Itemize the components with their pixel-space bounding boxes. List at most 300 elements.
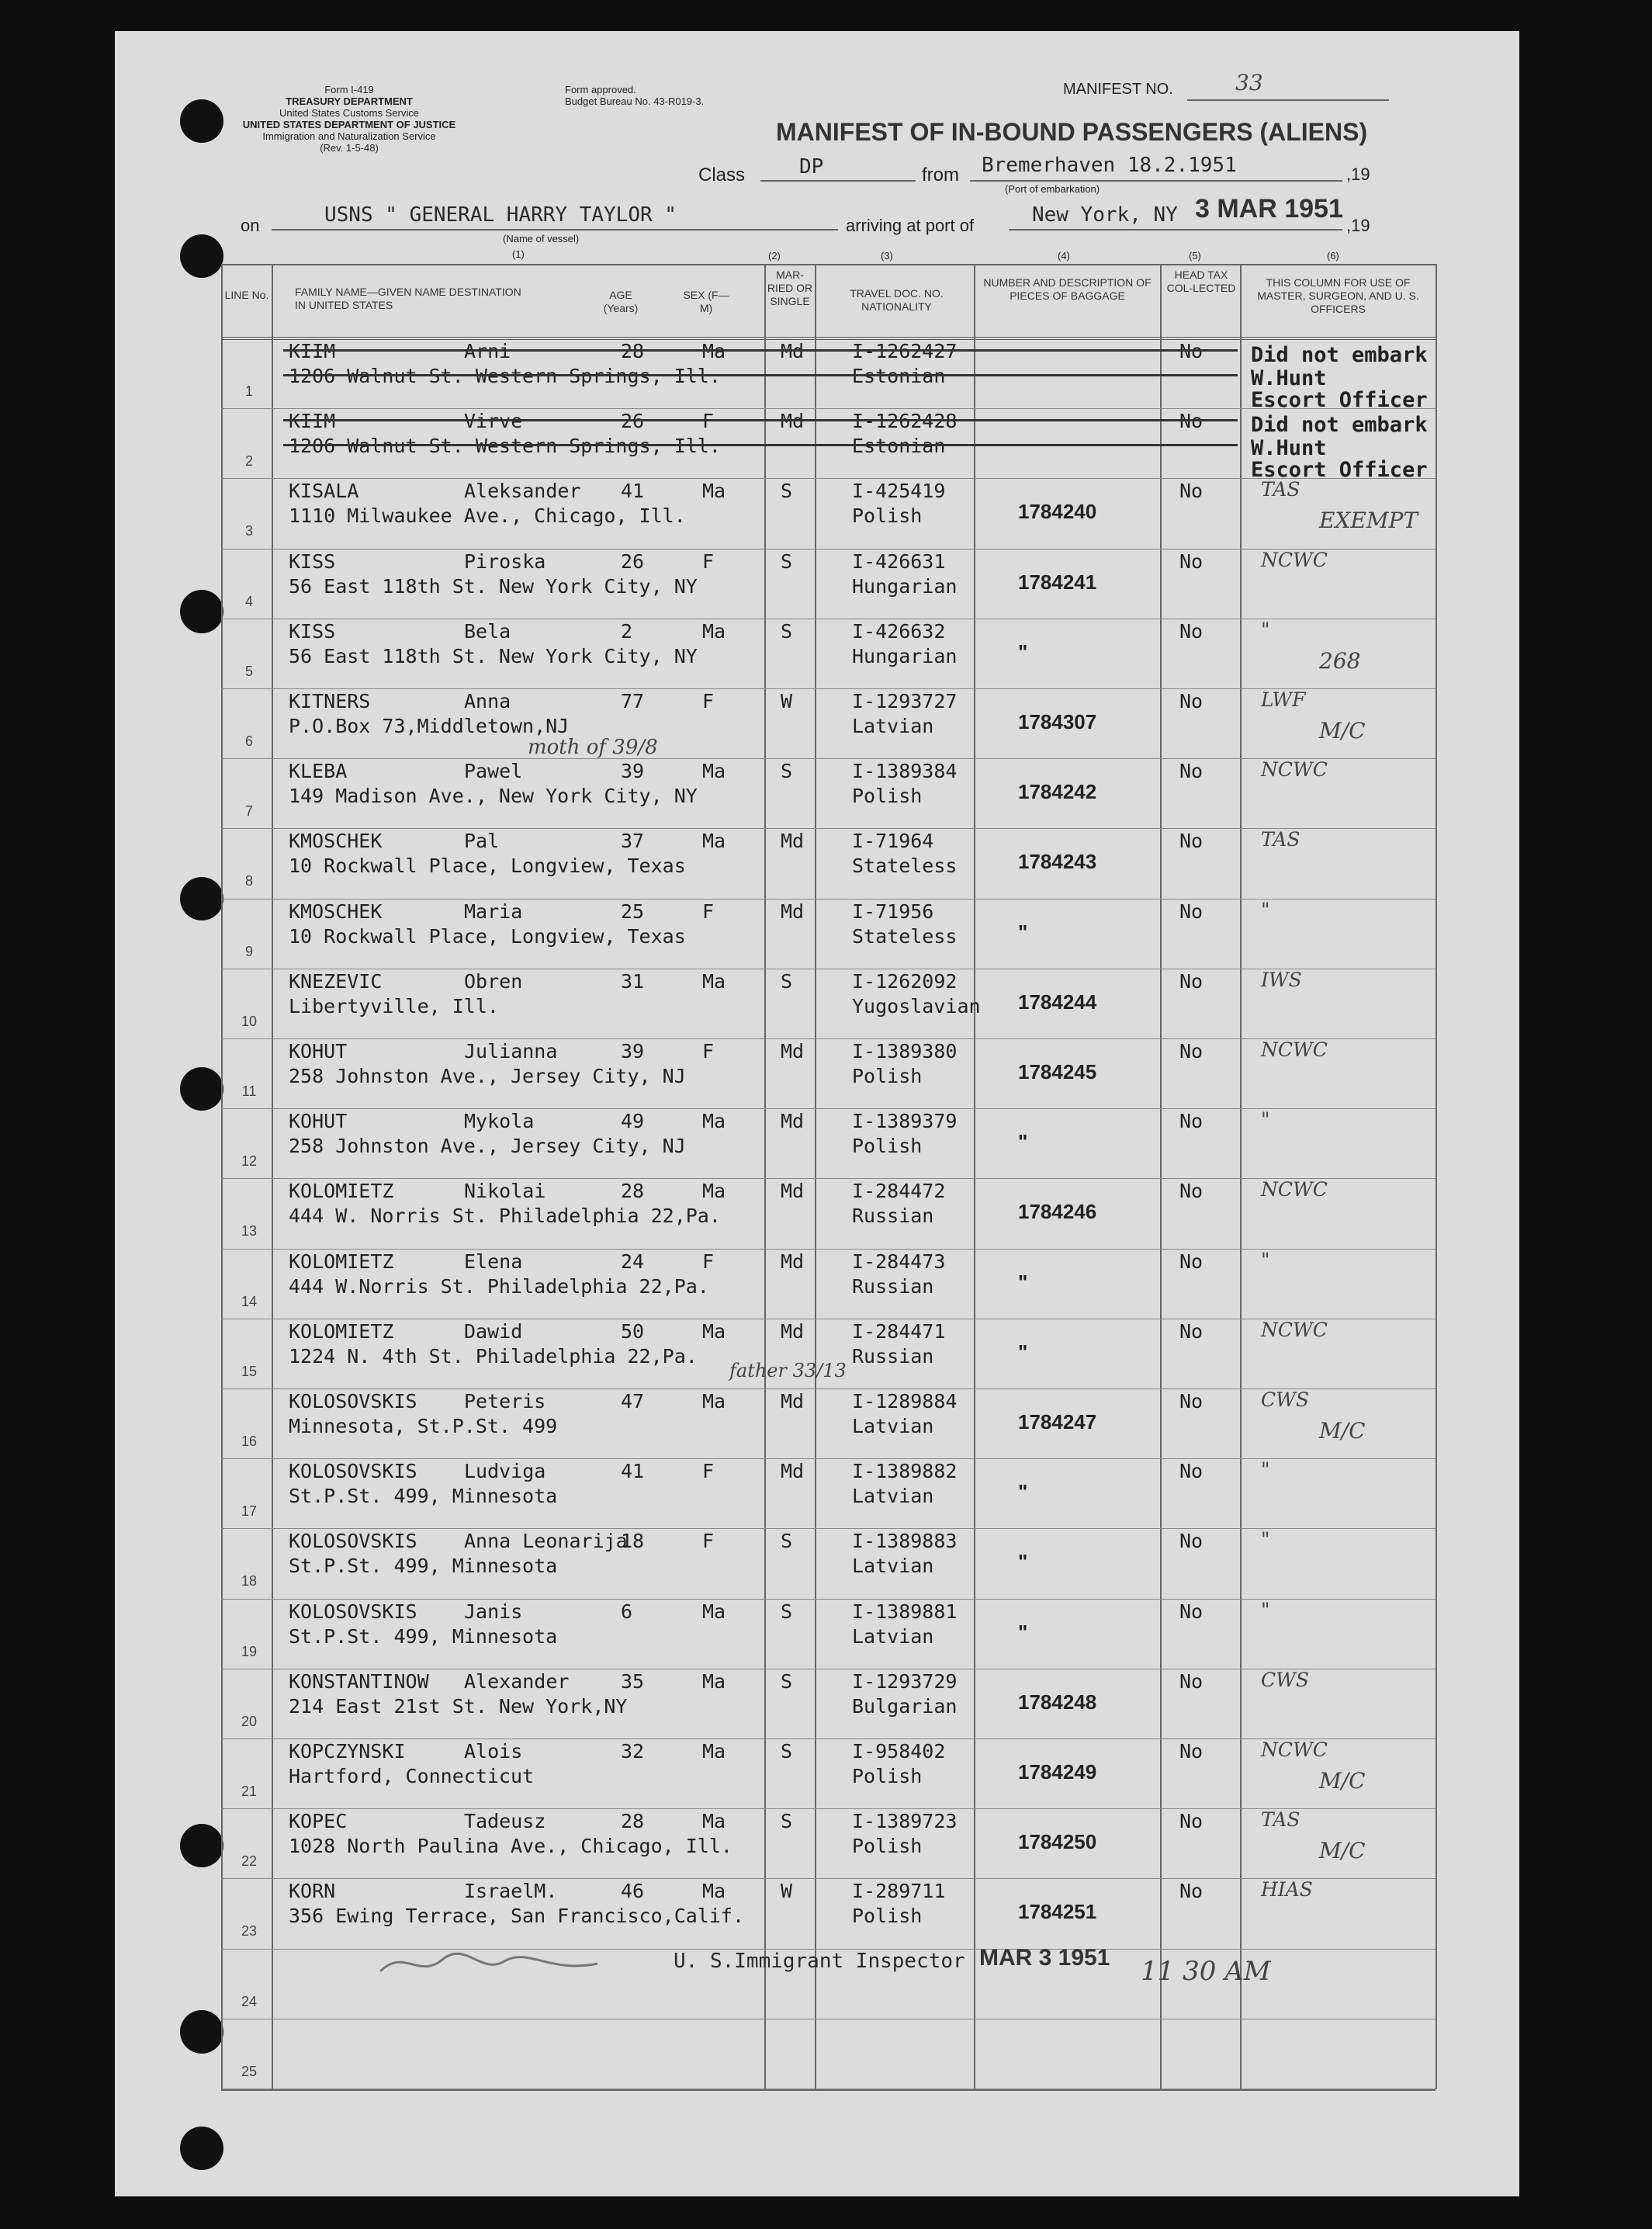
passenger-age: 50	[621, 1319, 645, 1343]
col-header-officers: THIS COLUMN FOR USE OF MASTER, SURGEON, AND U. S. OFFICERS	[1257, 276, 1419, 315]
baggage-number: 1784243	[1018, 850, 1097, 874]
passenger-age: 41	[621, 480, 645, 503]
passenger-marital: S	[781, 1669, 793, 1693]
officer-note: "	[1261, 898, 1270, 921]
line-number: 2	[244, 453, 253, 470]
passenger-marital: Md	[781, 830, 805, 853]
passenger-sex: F	[702, 690, 715, 712]
passenger-sex: Ma	[702, 1740, 726, 1763]
passenger-age: 46	[621, 1880, 645, 1903]
passenger-surname: KISALA	[289, 480, 359, 503]
form-approved: Form approved.	[565, 84, 636, 95]
passenger-marital: S	[781, 1740, 793, 1763]
passenger-surname: KMOSCHEK	[289, 900, 383, 923]
passenger-marital: Md	[781, 1110, 805, 1133]
officer-note-escort: W.Hunt	[1251, 436, 1327, 461]
manifest-no-label: MANIFEST NO.	[1063, 81, 1173, 98]
line-number: 23	[241, 1923, 258, 1940]
officer-note: Did not embark	[1251, 343, 1428, 367]
col-header-line: LINE No.	[224, 289, 269, 301]
officer-note: IWS	[1261, 968, 1302, 991]
row-rule	[221, 1038, 1436, 1039]
inspection-time: 11 30 AM	[1141, 1956, 1271, 1987]
passenger-address: 214 East 21st St. New York,NY	[289, 1694, 628, 1718]
baggage-number: "	[1018, 1340, 1028, 1364]
passenger-age: 18	[621, 1530, 645, 1553]
travel-doc-number: I-1262428	[852, 410, 958, 433]
passenger-given-name: Pawel	[464, 760, 523, 783]
manifest-no-value: 33	[1235, 70, 1263, 95]
binder-hole	[180, 1824, 223, 1867]
passenger-given-name: Ludviga	[464, 1460, 546, 1483]
line-number: 25	[241, 2063, 258, 2079]
vessel-name: USNS " GENERAL HARRY TAYLOR "	[324, 203, 677, 227]
officer-note-secondary: EXEMPT	[1319, 508, 1418, 534]
line-number: 7	[244, 803, 253, 820]
table-top-rule	[221, 264, 1436, 265]
line-number: 16	[241, 1433, 258, 1449]
passenger-sex: F	[702, 900, 715, 923]
passenger-nationality: Russian	[852, 1274, 934, 1298]
officer-note: Did not embark	[1251, 413, 1428, 438]
head-tax: No	[1179, 690, 1204, 712]
passenger-age: 28	[621, 1810, 645, 1833]
manifest-no-rule	[1187, 99, 1389, 101]
passenger-sex: F	[702, 410, 715, 433]
passenger-age: 26	[621, 410, 645, 433]
baggage-number: 1784247	[1018, 1410, 1097, 1433]
passenger-given-name: Mykola	[464, 1110, 535, 1133]
table-header-rule	[221, 337, 1436, 340]
baggage-number: "	[1018, 1130, 1028, 1154]
passenger-marital: S	[781, 1810, 793, 1833]
line-number: 10	[241, 1013, 258, 1029]
passenger-given-name: Alexander	[464, 1669, 570, 1693]
travel-doc-number: I-1289884	[852, 1390, 958, 1413]
passenger-address: 1028 North Paulina Ave., Chicago, Ill.	[289, 1835, 732, 1858]
passenger-address: 1110 Milwaukee Ave., Chicago, Ill.	[289, 504, 686, 528]
passenger-sex: Ma	[702, 830, 726, 853]
passenger-surname: KOHUT	[289, 1040, 348, 1063]
head-tax: No	[1179, 1810, 1204, 1833]
travel-doc-number: I-289711	[852, 1880, 946, 1903]
form-revision: (Rev. 1-5-48)	[320, 142, 379, 154]
col-rule-tax	[1240, 264, 1242, 2089]
baggage-number: 1784244	[1018, 990, 1097, 1014]
passenger-sex: Ma	[702, 1390, 726, 1413]
passenger-age: 39	[621, 760, 645, 783]
passenger-sex: Ma	[702, 1669, 726, 1693]
passenger-surname: KNEZEVIC	[289, 969, 383, 993]
passenger-nationality: Polish	[852, 1765, 923, 1787]
passenger-nationality: Yugoslavian	[852, 994, 981, 1017]
line-number: 19	[241, 1643, 258, 1659]
col-num-married: (2)	[768, 250, 781, 262]
passenger-surname: KOLOMIETZ	[289, 1319, 394, 1343]
passenger-given-name: Arni	[464, 340, 511, 362]
passenger-address: 56 East 118th St. New York City, NY	[289, 644, 698, 667]
head-tax: No	[1179, 1319, 1204, 1343]
officer-note: NCWC	[1261, 1178, 1328, 1201]
col-rule-married	[815, 264, 816, 2089]
passenger-surname: KOLOSOVSKIS	[289, 1390, 417, 1413]
row-rule	[221, 1808, 1436, 1809]
passenger-surname: KOLOMIETZ	[289, 1250, 394, 1273]
baggage-number: 1784251	[1018, 1900, 1097, 1924]
travel-doc-number: I-1262427	[852, 340, 958, 362]
col-header-travel: TRAVEL DOC. NO. NATIONALITY	[850, 287, 944, 313]
passenger-sex: Ma	[702, 1319, 726, 1343]
passenger-age: 28	[621, 340, 645, 362]
passenger-address: 356 Ewing Terrace, San Francisco,Calif.	[289, 1905, 744, 1928]
line-number: 6	[244, 733, 253, 749]
officer-note: LWF	[1261, 688, 1306, 711]
officer-note: "	[1261, 618, 1270, 641]
passenger-sex: Ma	[702, 1600, 726, 1623]
head-tax: No	[1179, 1880, 1204, 1903]
officer-note-secondary: M/C	[1319, 1768, 1366, 1794]
officer-note: TAS	[1261, 828, 1300, 851]
binder-hole	[180, 1067, 223, 1111]
passenger-age: 39	[621, 1040, 645, 1063]
passenger-surname: KORN	[289, 1880, 336, 1903]
passenger-sex: Ma	[702, 340, 726, 362]
baggage-number: "	[1018, 640, 1028, 664]
passenger-surname: KOLOSOVSKIS	[289, 1600, 417, 1623]
line-number: 13	[241, 1223, 258, 1239]
passenger-address: 10 Rockwall Place, Longview, Texas	[289, 924, 686, 948]
travel-doc-number: I-284472	[852, 1180, 946, 1203]
binder-hole	[180, 99, 223, 143]
travel-doc-number: I-426632	[852, 619, 946, 643]
officer-note: NCWC	[1261, 758, 1328, 782]
passenger-given-name: Anna Leonarija	[464, 1530, 628, 1553]
officer-note: "	[1261, 1598, 1270, 1621]
travel-doc-number: I-1262092	[852, 969, 958, 993]
passenger-given-name: Julianna	[464, 1040, 558, 1063]
col-header-baggage: NUMBER AND DESCRIPTION OF PIECES OF BAGGAGE	[983, 276, 1152, 302]
binder-hole	[180, 234, 223, 278]
vessel-caption: (Name of vessel)	[503, 233, 580, 244]
passenger-address: 258 Johnston Ave., Jersey City, NJ	[289, 1065, 686, 1087]
officer-note-escort-title: Escort Officer	[1251, 458, 1428, 483]
passenger-nationality: Stateless	[852, 855, 958, 878]
passenger-sex: Ma	[702, 1110, 726, 1133]
passenger-marital: Md	[781, 410, 805, 433]
passenger-surname: KOLOMIETZ	[289, 1180, 394, 1203]
baggage-number: 1784242	[1018, 780, 1097, 804]
baggage-number: 1784241	[1018, 570, 1097, 594]
travel-doc-number: I-284471	[852, 1319, 946, 1343]
passenger-surname: KMOSCHEK	[289, 830, 383, 853]
treasury-dept: TREASURY DEPARTMENT	[286, 95, 413, 107]
officer-note: NCWC	[1261, 1738, 1328, 1761]
baggage-number: 1784240	[1018, 500, 1097, 524]
passenger-nationality: Hungarian	[852, 644, 958, 667]
row-rule	[221, 1528, 1436, 1529]
officer-note-secondary: M/C	[1319, 718, 1366, 744]
strikethrough-line	[283, 349, 1238, 352]
kitners-margin-note: moth of 39/8	[528, 736, 658, 759]
passenger-nationality: Bulgarian	[852, 1694, 958, 1718]
passenger-address: 444 W.Norris St. Philadelphia 22,Pa.	[289, 1274, 709, 1298]
passenger-age: 26	[621, 549, 645, 573]
baggage-number: 1784245	[1018, 1060, 1097, 1083]
row-rule	[221, 1388, 1436, 1389]
passenger-surname: KIIM	[289, 410, 336, 433]
passenger-nationality: Stateless	[852, 924, 958, 948]
arriving-label: arriving at port of	[846, 216, 975, 235]
head-tax: No	[1179, 1669, 1204, 1693]
passenger-nationality: Latvian	[852, 1485, 934, 1508]
row-rule	[221, 1249, 1436, 1250]
line-number: 9	[244, 943, 253, 959]
passenger-nationality: Polish	[852, 1135, 923, 1158]
passenger-sex: Ma	[702, 760, 726, 783]
head-tax: No	[1179, 1740, 1204, 1763]
passenger-marital: Md	[781, 900, 805, 923]
passenger-address: 444 W. Norris St. Philadelphia 22,Pa.	[289, 1205, 721, 1228]
passenger-nationality: Estonian	[852, 365, 946, 387]
passenger-nationality: Polish	[852, 1065, 923, 1087]
row-rule	[221, 1599, 1436, 1600]
line-number: 5	[244, 663, 253, 679]
passenger-age: 24	[621, 1250, 645, 1273]
baggage-number: "	[1018, 1270, 1028, 1294]
form-left-block	[225, 84, 473, 154]
passenger-marital: W	[781, 690, 793, 712]
col-num-travel: (3)	[881, 250, 893, 262]
passenger-address: 56 East 118th St. New York City, NY	[289, 574, 698, 598]
baggage-number: 1784249	[1018, 1760, 1097, 1784]
passenger-age: 31	[621, 969, 645, 993]
head-tax: No	[1179, 830, 1204, 853]
signature-scribble	[372, 1944, 605, 1983]
passenger-given-name: Bela	[464, 619, 511, 643]
line-number: 18	[241, 1573, 258, 1589]
line-number: 24	[241, 1993, 258, 2009]
line-number: 3	[244, 523, 253, 539]
officer-note: "	[1261, 1248, 1270, 1271]
strikethrough-line	[283, 444, 1238, 446]
passenger-marital: S	[781, 1530, 793, 1553]
officer-note: CWS	[1261, 1668, 1309, 1691]
passenger-address: Hartford, Connecticut	[289, 1765, 535, 1787]
inspector-label: U. S.Immigrant Inspector	[674, 1950, 965, 1973]
passenger-age: 41	[621, 1460, 645, 1483]
officer-note-escort: W.Hunt	[1251, 366, 1327, 390]
passenger-given-name: Aleksander	[464, 480, 581, 503]
arrival-port: New York, NY	[1032, 203, 1178, 227]
col-num-baggage: (4)	[1058, 250, 1070, 262]
head-tax: No	[1179, 1250, 1204, 1273]
passenger-given-name: IsraelM.	[464, 1880, 558, 1903]
officer-note: TAS	[1261, 1808, 1300, 1832]
line-number: 4	[244, 593, 253, 609]
head-tax: No	[1179, 549, 1204, 573]
customs-service: United States Customs Service	[279, 107, 419, 119]
passenger-surname: KOHUT	[289, 1110, 348, 1133]
passenger-nationality: Polish	[852, 504, 923, 528]
head-tax: No	[1179, 900, 1204, 923]
arrival-rule	[1009, 229, 1342, 231]
travel-doc-number: I-1389881	[852, 1600, 958, 1623]
passenger-marital: S	[781, 619, 793, 643]
passenger-address: St.P.St. 499, Minnesota	[289, 1555, 558, 1578]
passenger-age: 6	[621, 1600, 633, 1623]
passenger-age: 25	[621, 900, 645, 923]
passenger-given-name: Alois	[464, 1740, 523, 1763]
passenger-age: 49	[621, 1110, 645, 1133]
officer-note: NCWC	[1261, 1038, 1328, 1061]
head-tax: No	[1179, 410, 1204, 433]
passenger-age: 35	[621, 1669, 645, 1693]
binder-hole	[180, 2010, 223, 2054]
passenger-age: 28	[621, 1180, 645, 1203]
passenger-given-name: Dawid	[464, 1319, 523, 1343]
inspector-signature	[372, 1944, 605, 1990]
travel-doc-number: I-284473	[852, 1250, 946, 1273]
travel-doc-number: I-71964	[852, 830, 934, 853]
officer-note: NCWC	[1261, 548, 1328, 571]
passenger-marital: S	[781, 480, 793, 503]
officer-note: TAS	[1261, 478, 1300, 501]
passenger-marital: S	[781, 969, 793, 993]
officer-note-escort-title: Escort Officer	[1251, 388, 1428, 412]
col-rule-baggage	[1160, 264, 1162, 2089]
officer-note: HIAS	[1261, 1878, 1313, 1901]
row-rule	[221, 1108, 1436, 1109]
from-rule	[970, 180, 1342, 182]
table-right-rule	[1436, 264, 1437, 2089]
officer-note: NCWC	[1261, 1318, 1328, 1341]
travel-doc-number: I-1389883	[852, 1530, 958, 1553]
passenger-sex: Ma	[702, 969, 726, 993]
row-rule	[221, 828, 1436, 829]
passenger-sex: F	[702, 1040, 715, 1063]
col-num-officers: (6)	[1327, 250, 1339, 262]
passenger-surname: KOLOSOVSKIS	[289, 1460, 417, 1483]
passenger-sex: F	[702, 1250, 715, 1273]
passenger-sex: Ma	[702, 480, 726, 503]
passenger-age: 2	[621, 619, 633, 643]
col-header-tax: HEAD TAX COL-LECTED	[1166, 269, 1236, 294]
passenger-surname: KISS	[289, 619, 336, 643]
passenger-nationality: Polish	[852, 1905, 923, 1928]
arrival-date-stamp: 3 MAR 1951	[1195, 194, 1343, 224]
passenger-surname: KISS	[289, 549, 336, 573]
passenger-address: Libertyville, Ill.	[289, 994, 499, 1017]
row-rule	[221, 899, 1436, 900]
passenger-nationality: Latvian	[852, 1415, 934, 1437]
strikethrough-line	[283, 374, 1238, 376]
col-rule-name	[764, 264, 766, 2089]
passenger-given-name: Pal	[464, 830, 500, 853]
passenger-sex: Ma	[702, 1180, 726, 1203]
form-number: Form I-419	[324, 84, 374, 95]
on-label: on	[241, 216, 260, 235]
row-rule	[221, 1878, 1436, 1879]
col-header-age: AGE (Years)	[603, 289, 639, 314]
travel-doc-number: I-1389882	[852, 1460, 958, 1483]
head-tax: No	[1179, 1600, 1204, 1623]
passenger-given-name: Obren	[464, 969, 523, 993]
col-rule-line	[272, 264, 273, 2089]
travel-doc-number: I-426631	[852, 549, 946, 573]
passenger-marital: Md	[781, 1319, 805, 1343]
class-label: Class	[698, 165, 746, 185]
passenger-address: 1224 N. 4th St. Philadelphia 22,Pa.	[289, 1344, 698, 1368]
passenger-nationality: Polish	[852, 1835, 923, 1858]
passenger-surname: KONSTANTINOW	[289, 1669, 429, 1693]
line-number: 12	[241, 1153, 258, 1170]
col-header-sex: SEX (F—M)	[683, 289, 729, 314]
baggage-number: "	[1018, 920, 1028, 944]
passenger-given-name: Piroska	[464, 549, 546, 573]
form-approved-block	[565, 84, 704, 107]
manifest-title: MANIFEST OF IN-BOUND PASSENGERS (ALIENS)	[776, 118, 1368, 146]
line-number: 15	[241, 1363, 258, 1379]
baggage-number: 1784307	[1018, 710, 1097, 733]
line-number: 17	[241, 1503, 258, 1520]
class-value: DP	[799, 155, 824, 179]
baggage-number: "	[1018, 1550, 1028, 1574]
passenger-marital: Md	[781, 1390, 805, 1413]
ins-service: Immigration and Naturalization Service	[262, 130, 436, 142]
passenger-surname: KOLOSOVSKIS	[289, 1530, 417, 1553]
passenger-marital: Md	[781, 1180, 805, 1203]
head-tax: No	[1179, 1530, 1204, 1553]
line-number: 22	[241, 1853, 258, 1870]
passenger-given-name: Elena	[464, 1250, 523, 1273]
travel-doc-number: I-1389723	[852, 1810, 958, 1833]
col-num-tax: (5)	[1189, 250, 1201, 262]
binder-hole	[180, 590, 223, 633]
year-suffix-2: ,19	[1346, 216, 1370, 235]
passenger-nationality: Latvian	[852, 1555, 934, 1578]
passenger-surname: KIIM	[289, 340, 336, 362]
officer-note-secondary: M/C	[1319, 1838, 1366, 1864]
travel-doc-number: I-1293729	[852, 1669, 958, 1693]
passenger-address: 10 Rockwall Place, Longview, Texas	[289, 855, 686, 878]
officer-note: "	[1261, 1528, 1270, 1551]
officer-note: "	[1261, 1108, 1270, 1132]
passenger-address: St.P.St. 499, Minnesota	[289, 1485, 558, 1508]
col-rule-travel	[974, 264, 975, 2089]
budget-bureau: Budget Bureau No. 43-R019-3.	[565, 95, 705, 107]
from-value: Bremerhaven 18.2.1951	[982, 154, 1237, 177]
baggage-number: 1784250	[1018, 1830, 1097, 1854]
head-tax: No	[1179, 1110, 1204, 1133]
travel-doc-number: I-1389384	[852, 760, 958, 783]
passenger-given-name: Anna	[464, 690, 511, 712]
table-left-rule	[221, 264, 223, 2089]
officer-note: "	[1261, 1458, 1270, 1482]
passenger-nationality: Hungarian	[852, 574, 958, 598]
passenger-given-name: Janis	[464, 1600, 523, 1623]
baggage-number: "	[1018, 1480, 1028, 1504]
head-tax: No	[1179, 480, 1204, 503]
passenger-marital: Md	[781, 1460, 805, 1483]
passenger-marital: S	[781, 760, 793, 783]
passenger-given-name: Tadeusz	[464, 1810, 546, 1833]
passenger-address: 149 Madison Ave., New York City, NY	[289, 785, 698, 808]
passenger-marital: Md	[781, 340, 805, 362]
baggage-number: "	[1018, 1620, 1028, 1644]
head-tax: No	[1179, 1460, 1204, 1483]
line-number: 8	[244, 873, 253, 889]
passenger-nationality: Russian	[852, 1205, 934, 1228]
